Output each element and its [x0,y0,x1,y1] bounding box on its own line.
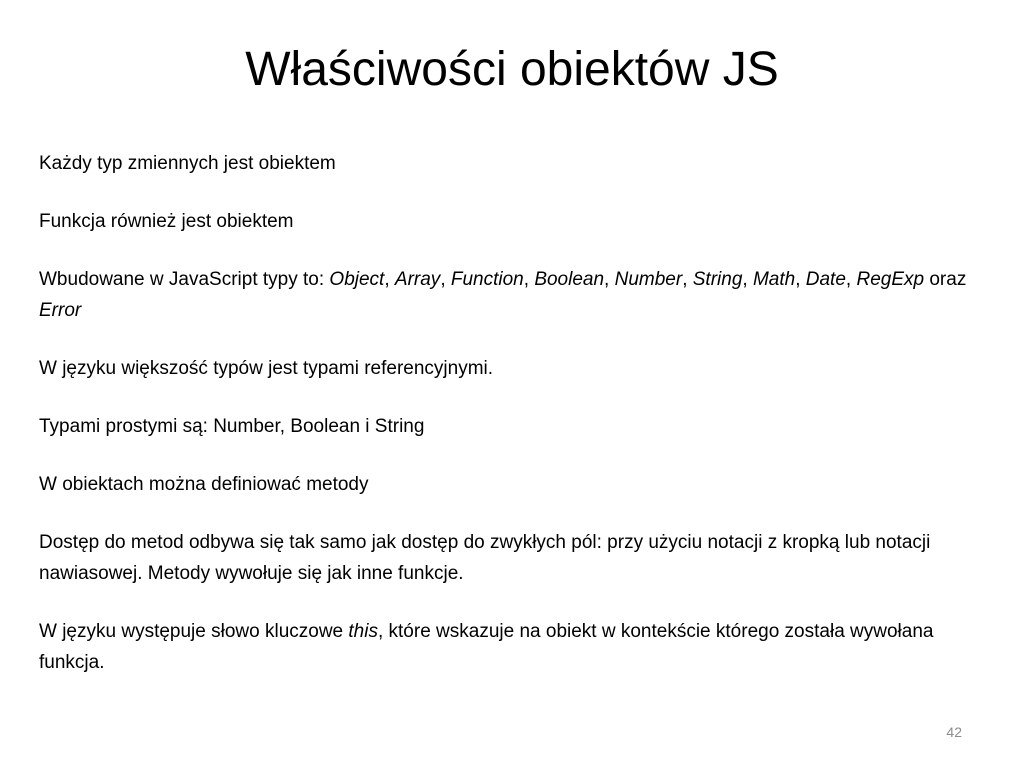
paragraph-primitive-types: Typami prostymi są: Number, Boolean i String [39,416,425,437]
type-number: Number [614,269,683,290]
builtin-types-lead: Wbudowane w JavaScript typy to: [39,269,330,290]
paragraph-this-keyword [39,616,989,678]
paragraph-every-type-is-object: Każdy typ zmiennych jest obiektem [39,153,336,174]
page-number: 42 [946,724,962,740]
paragraph-methods: W obiektach można definiować metody [39,474,369,495]
this-before: W języku występuje słowo kluczowe [39,621,349,642]
separator: , [795,269,806,290]
separator: , [604,269,615,290]
keyword-this: this [348,621,378,642]
type-array: Array [394,269,441,290]
separator: , [523,269,535,290]
type-date: Date [805,269,846,290]
separator: , [742,269,753,290]
type-math: Math [752,269,796,290]
separator: , [440,269,451,290]
separator-oraz: oraz [924,269,967,290]
type-object: Object [329,269,385,290]
paragraph-reference-types: W języku większość typów jest typami referencyjnymi. [39,358,494,379]
paragraph-builtin-types [39,264,989,326]
separator: , [384,269,395,290]
type-regexp: RegExp [856,269,925,290]
separator: , [845,269,857,290]
slide-content [39,148,989,705]
slide-title: Właściwości obiektów JS [245,43,779,96]
type-error: Error [39,300,82,321]
this-after: , które wskazuje na obiekt w kontekście którego została wywołana funkcja. [39,621,934,673]
type-boolean: Boolean [534,269,605,290]
type-string: String [692,269,743,290]
paragraph-method-access: Dostęp do metod odbywa się tak samo jak dostęp do zwykłych pól: przy użyciu notacji z kropką lub notacji nawiasowej. Metody wywołuje się jak inne funkcje. [39,532,931,584]
paragraph-function-is-object: Funkcja również jest obiektem [39,211,294,232]
separator: , [682,269,693,290]
type-function: Function [450,269,524,290]
